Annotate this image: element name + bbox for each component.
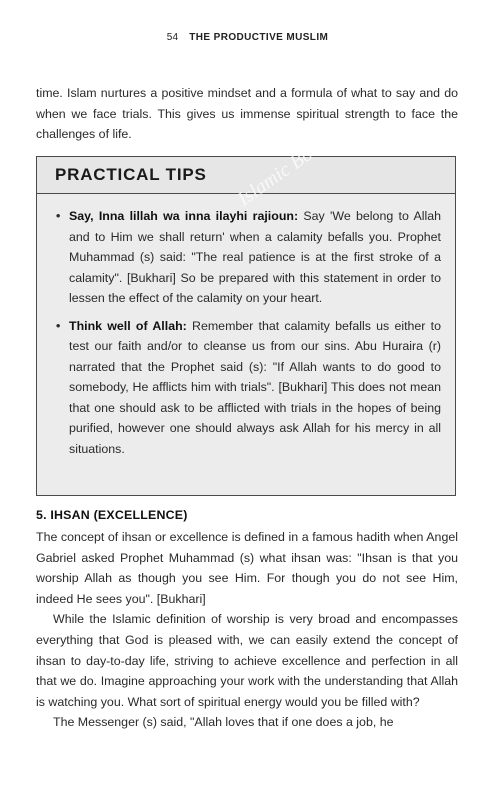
tip-item (56, 316, 441, 460)
intro-paragraph: time. Islam nurtures a positive mindset and a formula of what to say and do when we face trials. This gives us immense spiritual strength to face the challenges of life. (36, 86, 458, 141)
bullet-icon: • (56, 209, 61, 223)
section-body (36, 527, 458, 733)
bullet-icon: • (56, 318, 61, 333)
practical-tips-box (36, 156, 456, 496)
tip-text: Say 'We belong to Allah and to Him we shall return' when a calamity befalls you. Prophet Muhammad (s) said: "The real patience is at the first stroke of a calamity". [Bukhari] So be prepared with this statement in order to lessen the effect of the calamity on your heart. (69, 209, 441, 305)
tip-lead: Think well of Allah: (69, 318, 187, 333)
body-paragraph: The concept of ihsan or excellence is defined in a famous hadith when Angel Gabriel asked Prophet Muhammad (s) what ihsan was: "Ihsan is that you worship Allah as though you see Him. For though you do not see Him, indeed He sees you". [Bukhari] (36, 530, 458, 606)
running-header (0, 32, 495, 43)
practical-tips-list (37, 194, 455, 459)
page-number: 54 (166, 32, 179, 43)
section-heading: 5. IHSAN (EXCELLENCE) (36, 508, 188, 522)
book-title: THE PRODUCTIVE MUSLIM (189, 32, 329, 43)
body-paragraph: While the Islamic definition of worship is very broad and encompasses everything that God is pleased with, we can easily extend the concept of ihsan to day-to-day life, striving to achieve excellence and perfection in all that we do. Imagine approaching your work with the understanding that Allah is watching you. What sort of spiritual energy would you be filled with? (36, 612, 458, 709)
body-paragraph: The Messenger (s) said, "Allah loves that if one does a job, he (53, 715, 394, 730)
tip-item (56, 206, 441, 309)
tip-lead: Say, Inna lillah wa inna ilayhi rajioun: (69, 209, 299, 223)
watermark-logo: Islamic Books (233, 127, 339, 211)
tip-text: Remember that calamity befalls us either to test our faith and/or to cleanse us from our sins. Abu Huraira (r) narrated that the Prophet said (s): "If Allah wants to do good to somebody, He afflicts him with trials". [Bukhari] This does not mean that one should ask to be afflicted with trials in the hopes of being purified, however one should always ask Allah for his mercy in all situations. (69, 318, 441, 456)
practical-tips-title: PRACTICAL TIPS (37, 157, 455, 194)
